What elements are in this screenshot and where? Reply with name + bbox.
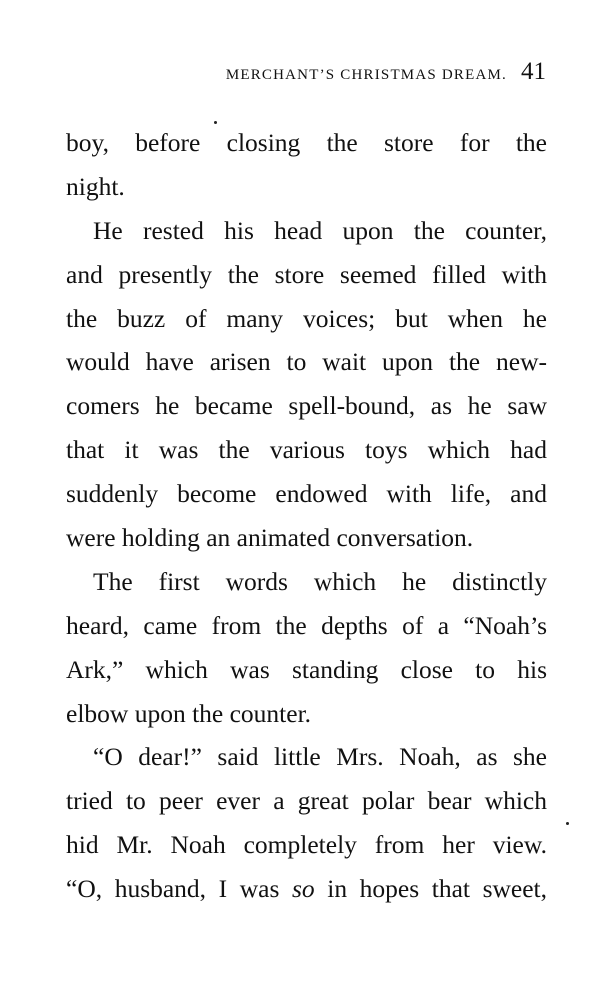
text-run: in hopes that sweet,: [314, 874, 547, 904]
text-line: and presently the store seemed filled with: [66, 259, 547, 289]
text-line: that it was the various toys which had: [66, 435, 547, 465]
text-line: the buzz of many voices; but when he: [66, 303, 547, 333]
running-head: [0, 58, 546, 98]
text-line-mixed: [66, 867, 547, 911]
text-line: heard, came from the depths of a “Noah’s: [66, 610, 547, 640]
ink-speck: [566, 822, 569, 825]
page-number: 41: [521, 58, 546, 85]
text-line: elbow upon the counter.: [66, 698, 312, 728]
text-line: He rested his head upon the counter,: [93, 215, 547, 245]
text-line: “O dear!” said little Mrs. Noah, as she: [93, 742, 547, 772]
text-line: night.: [66, 171, 125, 201]
text-line: The first words which he distinctly: [93, 566, 547, 596]
emphasis-run: so: [291, 874, 315, 904]
text-line: tried to peer ever a great polar bear which: [66, 786, 547, 816]
text-line: Ark,” which was standing close to his: [66, 654, 547, 684]
running-title: MERCHANT’S CHRISTMAS DREAM.: [225, 67, 507, 83]
text-line: suddenly become endowed with life, and: [66, 479, 547, 509]
text-line: comers he became spell-bound, as he saw: [66, 391, 547, 421]
text-run: “O, husband, I was: [66, 874, 292, 904]
text-line: would have arisen to wait upon the new-: [66, 347, 547, 377]
body-text: [66, 121, 547, 911]
text-line: were holding an animated conversation.: [66, 523, 474, 553]
text-line: hid Mr. Noah completely from her view.: [66, 830, 547, 860]
text-line: boy, before closing the store for the: [66, 128, 547, 157]
